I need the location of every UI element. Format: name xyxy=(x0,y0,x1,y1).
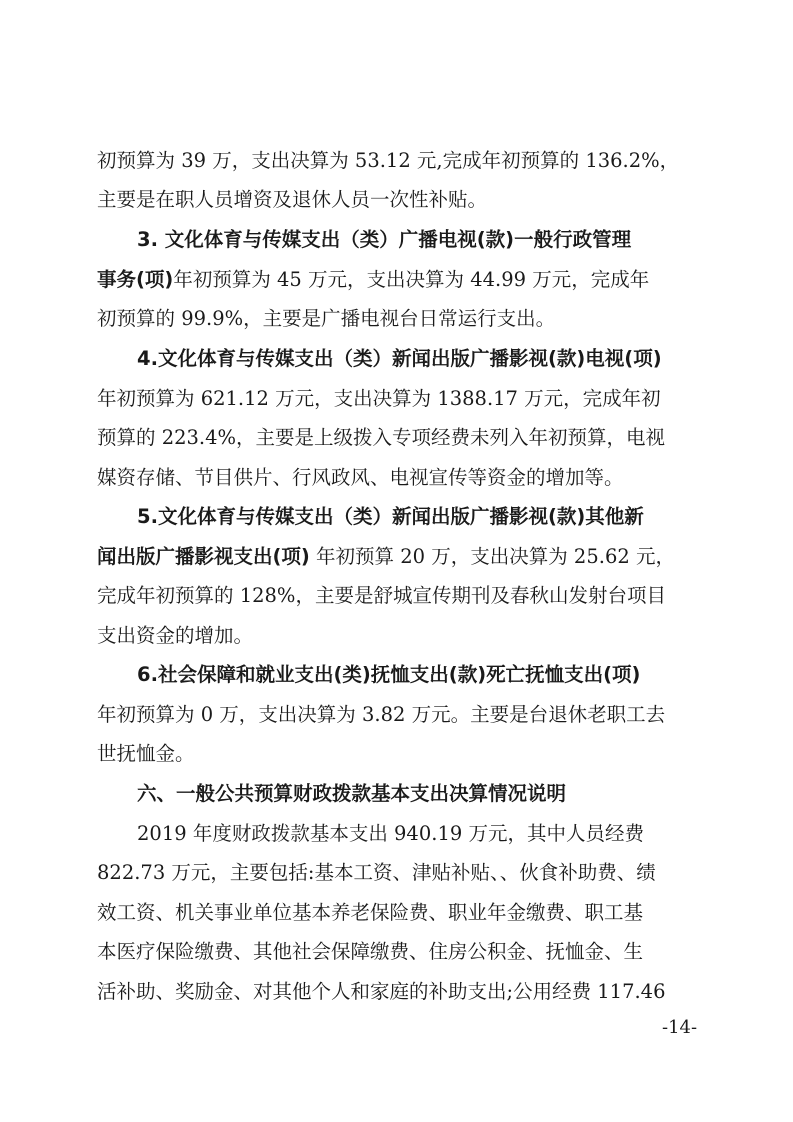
item-heading: 事务(项) xyxy=(97,268,174,291)
body-text-line: 本医疗保险缴费、其他社会保障缴费、住房公积金、抚恤金、生 xyxy=(97,940,644,963)
body-text-line: 世抚恤金。 xyxy=(97,742,195,765)
page-number: -14- xyxy=(662,1017,698,1038)
body-text-line: 预算的 223.4%，主要是上级拨入专项经费未列入年初预算，电视 xyxy=(97,426,666,449)
item-heading: 3. 文化体育与传媒支出（类）广播电视(款)一般行政管理 xyxy=(137,228,632,251)
body-text: 年初预算 20 万，支出决算为 25.62 元， xyxy=(309,545,675,568)
body-text: 年初预算为 45 万元，支出决算为 44.99 万元，完成年 xyxy=(173,268,650,291)
body-text-line: 支出资金的增加。 xyxy=(97,624,254,647)
body-text-line: 初预算为 39 万，支出决算为 53.12 元,完成年初预算的 136.2%， xyxy=(97,149,680,172)
item-heading: 4.文化体育与传媒支出（类）新闻出版广播影视(款)电视(项) xyxy=(137,347,662,370)
body-text-line: 媒资存储、节目供片、行风政风、电视宣传等资金的增加等。 xyxy=(97,466,624,489)
body-text-line: 年初预算为 0 万，支出决算为 3.82 万元。主要是台退休老职工去 xyxy=(97,703,666,726)
item-heading: 闻出版广播影视支出(项) xyxy=(97,545,310,568)
body-text-line: 活补助、奖励金、对其他个人和家庭的补助支出;公用经费 117.46 xyxy=(97,980,666,1003)
body-text-line xyxy=(97,266,697,294)
item-heading: 5.文化体育与传媒支出（类）新闻出版广播影视(款)其他新 xyxy=(137,505,644,528)
body-text-line: 年初预算为 621.12 万元，支出决算为 1388.17 万元，完成年初 xyxy=(97,387,661,410)
body-text-line: 初预算的 99.9%，主要是广播电视台日常运行支出。 xyxy=(97,307,556,330)
body-text-line xyxy=(97,543,697,571)
body-text-line: 2019 年度财政拨款基本支出 940.19 万元，其中人员经费 xyxy=(137,822,644,845)
body-text-line: 822.73 万元，主要包括:基本工资、津贴补贴、、伙食补助费、绩 xyxy=(97,861,656,884)
section-heading: 六、一般公共预算财政拨款基本支出决算情况说明 xyxy=(137,782,567,805)
item-heading: 6.社会保障和就业支出(类)抚恤支出(款)死亡抚恤支出(项) xyxy=(137,663,641,686)
body-text-line: 完成年初预算的 128%，主要是舒城宣传期刊及春秋山发射台项目 xyxy=(97,584,666,607)
body-text-line: 主要是在职人员增资及退休人员一次性补贴。 xyxy=(97,188,488,211)
body-text-line: 效工资、机关事业单位基本养老保险费、职业年金缴费、职工基 xyxy=(97,901,644,924)
